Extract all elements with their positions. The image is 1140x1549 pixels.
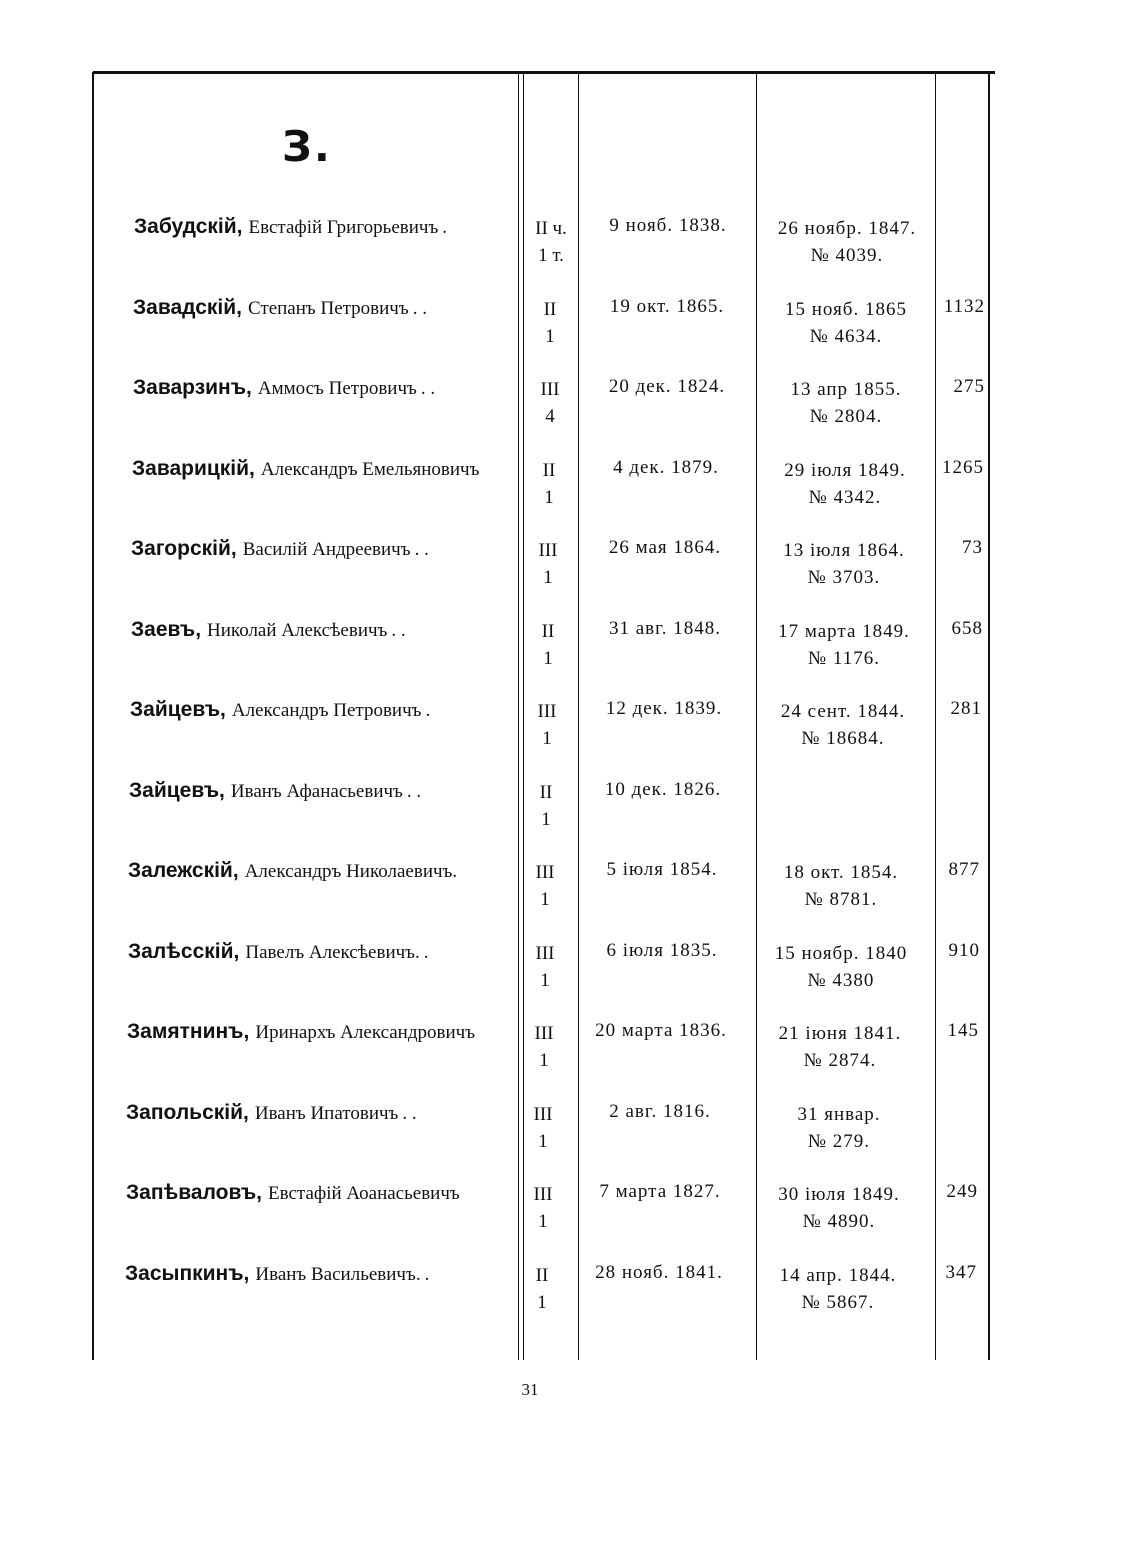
given-names: Николай Алексѣевичъ — [207, 620, 388, 641]
date-cell: 5 іюля 1854. — [606, 859, 718, 880]
class-cell — [519, 859, 571, 913]
number-cell: 347 — [945, 1262, 977, 1283]
order-date: 18 окт. 1854. — [783, 862, 899, 883]
class-cell — [525, 215, 577, 269]
order-number: № 4890. — [802, 1211, 876, 1232]
order-date: 29 іюля 1849. — [784, 460, 906, 481]
order-cell — [757, 296, 935, 350]
date-cell: 31 авг. 1848. — [608, 618, 722, 639]
table-row — [0, 698, 1140, 768]
class-line-2: 1 — [541, 809, 551, 830]
person-name — [128, 940, 429, 964]
date-cell: 7 марта 1827. — [599, 1181, 721, 1202]
class-line-1: III — [535, 862, 555, 883]
order-number: № 4342. — [808, 487, 882, 508]
table-row — [0, 537, 1140, 607]
class-cell — [521, 698, 573, 752]
date-cell: 2 авг. 1816. — [609, 1101, 711, 1122]
class-line-2: 1 — [543, 567, 553, 588]
surname: Загорскій, — [131, 537, 237, 560]
top-rule — [93, 71, 995, 74]
order-cell — [752, 859, 930, 913]
class-cell — [524, 376, 576, 430]
class-line-2: 4 — [545, 406, 555, 427]
given-names: Александръ Николаевичъ. — [244, 861, 458, 882]
surname: Залѣсскій, — [128, 940, 240, 963]
section-letter: З. — [282, 122, 332, 171]
class-line-2: 1 — [545, 326, 555, 347]
class-line-1: III — [537, 701, 557, 722]
class-line-2: 1 — [537, 1292, 547, 1313]
leader-dots: . — [423, 942, 429, 963]
person-name — [127, 1020, 479, 1044]
order-cell — [758, 215, 936, 269]
order-number: № 279. — [807, 1131, 871, 1152]
surname: Заварзинъ, — [133, 376, 252, 399]
person-name — [130, 698, 430, 722]
number-cell: 275 — [953, 376, 985, 397]
given-names: Степанъ Петровичъ — [247, 298, 409, 319]
class-line-1: II ч. — [535, 218, 567, 239]
table-row — [0, 1262, 1140, 1332]
class-line-1: III — [540, 379, 560, 400]
given-names: Иванъ Васильевичъ. — [255, 1264, 421, 1285]
surname: Заевъ, — [131, 618, 202, 641]
table-row — [0, 940, 1140, 1010]
order-number: № 2804. — [809, 406, 883, 427]
date-cell: 9 нояб. 1838. — [609, 215, 727, 236]
surname: Зайцевъ, — [130, 698, 226, 721]
person-name — [134, 215, 447, 239]
person-name — [133, 296, 427, 320]
order-cell — [750, 1101, 928, 1155]
order-number: № 8781. — [804, 889, 878, 910]
class-cell — [516, 1262, 568, 1316]
date-cell: 28 нояб. 1841. — [595, 1262, 723, 1283]
person-name — [129, 779, 421, 803]
date-cell: 4 дек. 1879. — [613, 457, 719, 478]
leader-dots: . . — [412, 298, 427, 319]
class-line-1: II — [543, 299, 557, 320]
class-line-2: 1 — [543, 648, 553, 669]
number-cell: 877 — [948, 859, 980, 880]
page-number: 31 — [521, 1380, 539, 1399]
class-cell — [523, 457, 575, 511]
order-date: 13 апр 1855. — [790, 379, 902, 400]
date-cell: 20 марта 1836. — [595, 1020, 727, 1041]
class-cell — [519, 940, 571, 994]
class-line-2: 1 — [539, 1050, 549, 1071]
class-line-1: III — [538, 540, 558, 561]
class-line-1: III — [533, 1184, 553, 1205]
order-date: 30 іюля 1849. — [778, 1184, 900, 1205]
given-names: Аммосъ Петровичъ — [257, 378, 417, 399]
order-number: № 4634. — [809, 326, 883, 347]
person-name — [133, 376, 435, 400]
class-cell — [524, 296, 576, 350]
given-names: Павелъ Алексѣевичъ. — [245, 942, 420, 963]
order-cell — [750, 1181, 928, 1235]
class-line-2: 1 т. — [538, 245, 564, 266]
table-row — [0, 859, 1140, 929]
given-names: Василій Андреевичъ — [242, 539, 411, 560]
surname: Запѣваловъ, — [126, 1181, 263, 1204]
class-cell — [517, 1181, 569, 1235]
table-row — [0, 457, 1140, 527]
person-name — [128, 859, 461, 883]
order-number: № 5867. — [801, 1292, 875, 1313]
number-cell: 249 — [946, 1181, 978, 1202]
table-row — [0, 618, 1140, 688]
table-row — [0, 376, 1140, 446]
table-row — [0, 296, 1140, 366]
order-cell — [754, 698, 932, 752]
given-names: Иванъ Афанасьевичъ — [230, 781, 403, 802]
order-number: № 3703. — [807, 567, 881, 588]
table-row — [0, 215, 1140, 285]
order-date: 14 апр. 1844. — [779, 1265, 897, 1286]
order-number: № 2874. — [803, 1050, 877, 1071]
order-number: № 4380 — [807, 970, 875, 991]
class-line-2: 1 — [540, 889, 550, 910]
class-line-2: 1 — [538, 1211, 548, 1232]
order-date: 15 ноябр. 1840 — [774, 943, 908, 964]
given-names: Иванъ Ипатовичъ — [254, 1103, 399, 1124]
class-line-2: 1 — [540, 970, 550, 991]
person-name — [126, 1101, 417, 1125]
leader-dots: . — [442, 217, 448, 238]
leader-dots: . — [425, 700, 431, 721]
class-line-1: III — [534, 1023, 554, 1044]
order-date: 31 январ. — [797, 1104, 881, 1125]
leader-dots: . . — [414, 539, 429, 560]
class-line-1: III — [533, 1104, 553, 1125]
surname: Засыпкинъ, — [125, 1262, 250, 1285]
order-date: 15 нояб. 1865 — [785, 299, 907, 320]
table-row — [0, 1020, 1140, 1090]
table-row — [0, 1101, 1140, 1171]
class-line-2: 1 — [544, 487, 554, 508]
class-line-2: 1 — [542, 728, 552, 749]
number-cell: 658 — [951, 618, 983, 639]
class-line-1: II — [541, 621, 555, 642]
order-cell — [751, 1020, 929, 1074]
surname: Забудскій, — [134, 215, 243, 238]
number-cell: 1265 — [942, 457, 984, 478]
order-date: 13 іюля 1864. — [783, 540, 905, 561]
class-cell — [522, 537, 574, 591]
surname: Зайцевъ, — [129, 779, 225, 802]
order-cell — [755, 537, 933, 591]
leader-dots: . — [424, 1264, 430, 1285]
number-cell: 1132 — [943, 296, 985, 317]
number-cell: 73 — [962, 537, 983, 558]
order-cell — [749, 1262, 927, 1316]
class-cell — [520, 779, 572, 833]
given-names: Иринархъ Александровичъ — [255, 1022, 476, 1043]
given-names: Александръ Петровичъ — [231, 700, 422, 721]
class-line-1: II — [542, 460, 556, 481]
order-number: № 4039. — [810, 245, 884, 266]
person-name — [125, 1262, 429, 1286]
order-date: 26 ноябр. 1847. — [777, 218, 917, 239]
class-cell — [518, 1020, 570, 1074]
given-names: Александръ Емельяновичъ — [260, 459, 480, 480]
table-row — [0, 1181, 1140, 1251]
date-cell: 26 мая 1864. — [608, 537, 722, 558]
number-cell: 910 — [948, 940, 980, 961]
date-cell: 20 дек. 1824. — [608, 376, 726, 397]
order-number: № 18684. — [801, 728, 885, 749]
order-cell — [755, 618, 933, 672]
given-names: Евстафій Аоанасьевичъ — [268, 1183, 460, 1204]
leader-dots: . . — [391, 620, 406, 641]
order-cell — [752, 940, 930, 994]
leader-dots: . . — [406, 781, 422, 802]
class-line-1: II — [539, 782, 553, 803]
class-line-2: 1 — [538, 1131, 548, 1152]
person-name — [126, 1181, 464, 1205]
surname: Завадскій, — [133, 296, 242, 319]
date-cell: 6 іюля 1835. — [606, 940, 718, 961]
leader-dots: . . — [402, 1103, 417, 1124]
date-cell: 19 окт. 1865. — [609, 296, 725, 317]
surname: Заварицкій, — [132, 457, 255, 480]
order-date: 17 марта 1849. — [778, 621, 910, 642]
table-row — [0, 779, 1140, 849]
number-cell: 281 — [950, 698, 982, 719]
date-cell: 10 дек. 1826. — [604, 779, 722, 800]
surname: Залежскій, — [128, 859, 239, 882]
given-names: Евстафій Григорьевичъ — [248, 217, 439, 238]
class-cell — [522, 618, 574, 672]
order-cell — [757, 376, 935, 430]
date-cell: 12 дек. 1839. — [605, 698, 723, 719]
surname: Запольскій, — [126, 1101, 249, 1124]
order-number: № 1176. — [808, 648, 880, 669]
person-name — [132, 457, 483, 481]
person-name — [131, 537, 429, 561]
class-cell — [517, 1101, 569, 1155]
person-name — [131, 618, 406, 642]
class-line-1: II — [535, 1265, 549, 1286]
leader-dots: . . — [420, 378, 436, 399]
number-cell: 145 — [947, 1020, 979, 1041]
order-date: 21 іюня 1841. — [778, 1023, 902, 1044]
order-date: 24 сент. 1844. — [780, 701, 906, 722]
order-cell — [756, 457, 934, 511]
surname: Замятнинъ, — [127, 1020, 250, 1043]
class-line-1: III — [535, 943, 555, 964]
